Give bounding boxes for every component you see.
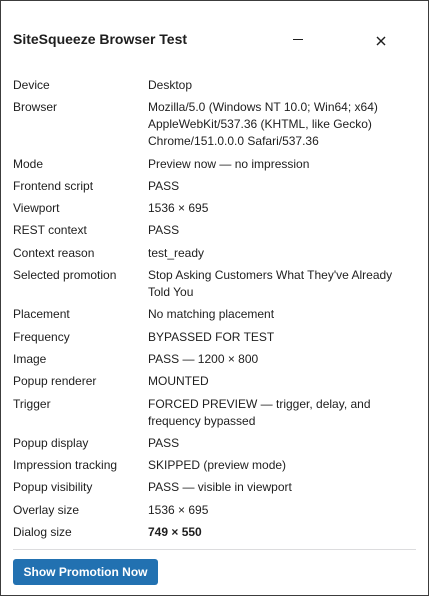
close-icon [376, 36, 386, 46]
row-label: Popup renderer [13, 374, 97, 389]
row-label: Popup visibility [13, 480, 93, 495]
row-trigger [13, 396, 413, 430]
row-label: Dialog size [13, 525, 72, 540]
row-value: test_ready [148, 245, 205, 260]
row-value: PASS — 1200 × 800 [148, 351, 259, 366]
row-value: 1536 × 695 [148, 502, 209, 517]
minimize-button[interactable] [293, 39, 303, 41]
row-popup-display [13, 435, 413, 452]
row-frontend-script [13, 178, 413, 195]
row-label: Image [13, 351, 47, 366]
footer-divider [13, 549, 416, 550]
row-value: No matching placement [148, 307, 275, 322]
row-overlay-size [13, 502, 413, 519]
row-value: FORCED PREVIEW — trigger, delay, and frequency bypassed [148, 396, 371, 428]
row-mode [13, 156, 413, 173]
row-label: Placement [13, 307, 70, 322]
show-promotion-now-button[interactable]: Show Promotion Now [13, 559, 158, 585]
row-dialog-size [13, 524, 413, 541]
row-value: Desktop [148, 78, 193, 92]
row-value: 1536 × 695 [148, 201, 209, 216]
row-label: Overlay size [13, 502, 80, 517]
row-label: Impression tracking [13, 458, 118, 473]
row-value: Mozilla/5.0 (Windows NT 10.0; Win64; x64) AppleWebKit/537.36 (KHTML, like Gecko) Chrome/151.0.0.0 Safari/537.36 [148, 100, 378, 149]
row-viewport [13, 200, 413, 217]
row-label: Viewport [13, 201, 60, 216]
diagnostics-list [13, 77, 413, 546]
row-label: Trigger [13, 396, 51, 411]
row-value: MOUNTED [148, 374, 209, 389]
row-popup-visibility [13, 479, 413, 496]
row-label: Context reason [13, 245, 95, 260]
close-button[interactable] [371, 31, 391, 51]
row-label: Frequency [13, 329, 70, 344]
row-selected-promotion [13, 267, 413, 301]
row-label: Browser [13, 100, 58, 115]
row-label: Selected promotion [13, 268, 117, 283]
row-value: Preview now — no impression [148, 156, 310, 171]
row-value: Stop Asking Customers What They've Already Told You [148, 268, 393, 300]
row-value: PASS [148, 223, 180, 238]
row-value: BYPASSED FOR TEST [148, 329, 275, 344]
row-impression-tracking [13, 457, 413, 474]
row-value: 749 × 550 [148, 525, 202, 540]
row-value: PASS — visible in viewport [148, 480, 292, 495]
panel-header [1, 1, 428, 71]
row-value: SKIPPED (preview mode) [148, 458, 287, 473]
row-rest-context [13, 222, 413, 239]
row-label: Mode [13, 156, 44, 171]
row-popup-renderer [13, 373, 413, 390]
row-value: PASS [148, 178, 180, 193]
row-label: Popup display [13, 435, 89, 450]
row-value: PASS [148, 435, 180, 450]
row-placement [13, 306, 413, 323]
row-label: Device [13, 78, 50, 92]
row-browser [13, 99, 413, 150]
row-label: REST context [13, 223, 87, 238]
row-label: Frontend script [13, 178, 94, 193]
row-image [13, 351, 413, 368]
minimize-icon [293, 39, 303, 40]
row-device [13, 77, 413, 94]
row-context-reason [13, 245, 413, 262]
row-frequency [13, 329, 413, 346]
panel-title: SiteSqueeze Browser Test [13, 31, 188, 47]
